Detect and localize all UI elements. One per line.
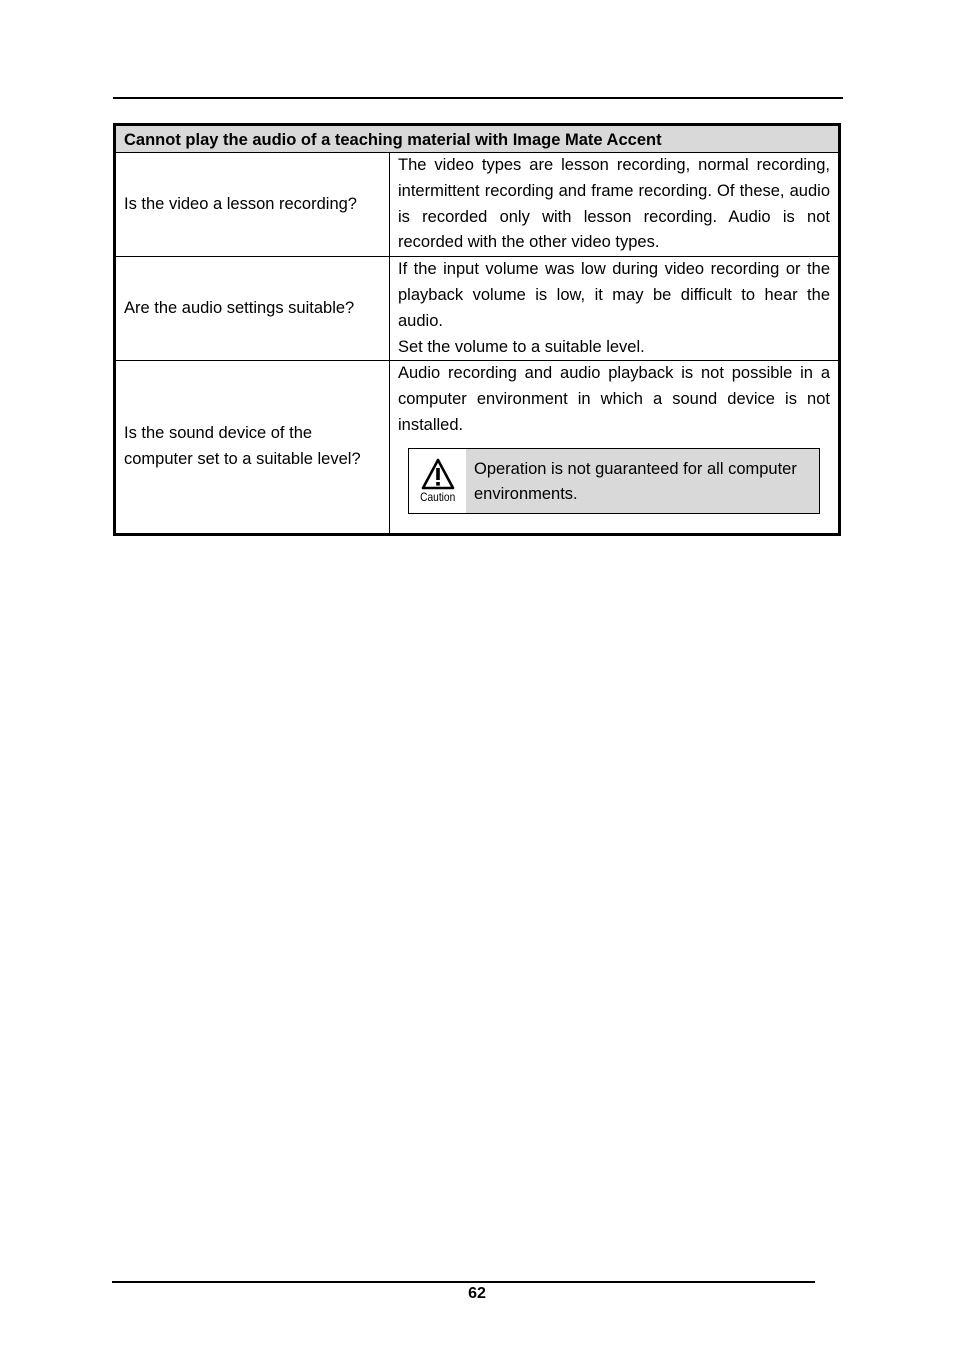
- answer-text: Audio recording and audio playback is not possible in a computer environment in which a sound device is not installed.: [398, 364, 830, 434]
- troubleshooting-table: [113, 123, 841, 536]
- answer-cell: [390, 153, 840, 257]
- page-number: 62: [468, 1285, 486, 1302]
- footer-rule: [112, 1281, 815, 1283]
- header-rule: [113, 97, 843, 99]
- caution-text: Operation is not guaranteed for all computer environments.: [474, 459, 797, 504]
- caution-note: [408, 448, 820, 514]
- answer-extra-text: Set the volume to a suitable level.: [398, 337, 645, 356]
- caution-badge: [409, 449, 466, 513]
- caution-label: Caution: [419, 489, 456, 504]
- answer-cell: [390, 257, 840, 361]
- question-cell: Are the audio settings suitable?: [115, 257, 390, 361]
- warning-triangle-icon: [421, 458, 455, 490]
- answer-cell: [390, 361, 840, 534]
- answer-text: The video types are lesson recording, normal recording, intermittent recording and frame recording. Of these, audio is recorded only with lesson recording. Audio is not recorded with the other video types.: [398, 156, 830, 252]
- table-row: [115, 153, 840, 257]
- table-row: [115, 361, 840, 534]
- table-title: Cannot play the audio of a teaching material with Image Mate Accent: [115, 125, 840, 153]
- question-cell: Is the sound device of the computer set to a suitable level?: [115, 361, 390, 534]
- table-row: [115, 257, 840, 361]
- question-cell: Is the video a lesson recording?: [115, 153, 390, 257]
- answer-text: If the input volume was low during video recording or the playback volume is low, it may be difficult to hear the audio.: [398, 260, 830, 330]
